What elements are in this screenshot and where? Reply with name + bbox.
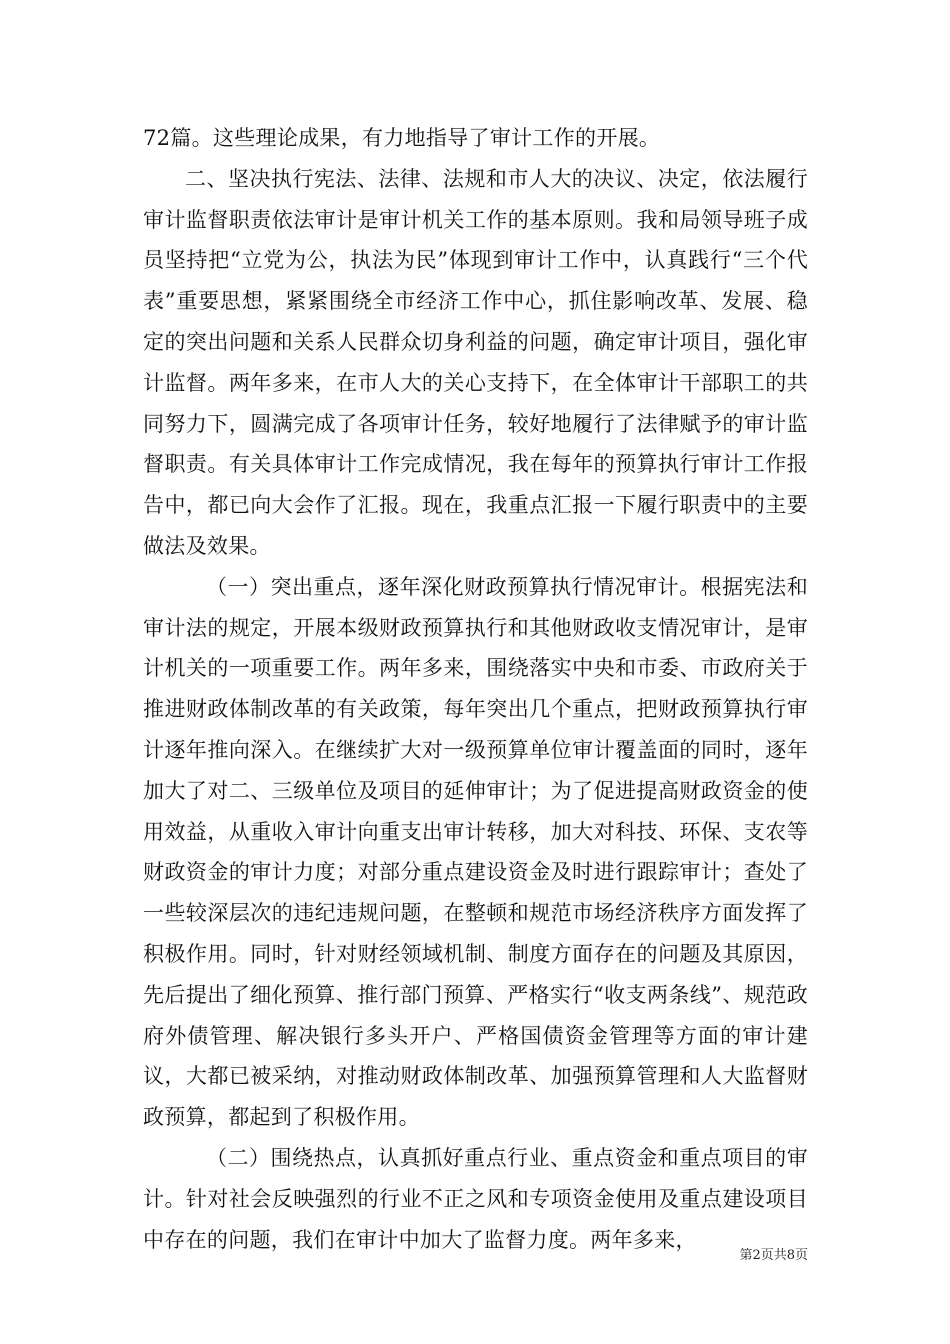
paragraph-section-two: 二、坚决执行宪法、法律、法规和市人大的决议、决定，依法履行审计监督职责依法审计是审计机关工作的基本原则。我和局领导班子成员坚持把“立党为公，执法为民”体现到审计工作中，认真践行“三个代表”重要思想，紧紧围绕全市经济工作中心，抓住影响改革、发展、稳定的突出问题和关系人民群众切身利益的问题，确定审计项目，强化审计监督。两年多来，在市人大的关心支持下，在全体审计干部职工的共同努力下，圆满完成了各项审计任务，较好地履行了法律赋予的审计监督职责。有关具体审计工作完成情况，我在每年的预算执行审计工作报告中，都已向大会作了汇报。现在，我重点汇报一下履行职责中的主要做法及效果。 (143, 166, 808, 558)
document-body (143, 118, 808, 1260)
paragraph-continuation: 72篇。这些理论成果，有力地指导了审计工作的开展。 (143, 126, 661, 150)
paragraph-item-two: （二）围绕热点，认真抓好重点行业、重点资金和重点项目的审计。针对社会反映强烈的行业不正之风和专项资金使用及重点建设项目中存在的问题，我们在审计中加大了监督力度。两年多来， (143, 1145, 808, 1252)
paragraph-item-one: （一）突出重点，逐年深化财政预算执行情况审计。根据宪法和审计法的规定，开展本级财政预算执行和其他财政收支情况审计，是审计机关的一项重要工作。两年多来，围绕落实中央和市委、市政府关于推进财政体制改革的有关政策，每年突出几个重点，把财政预算执行审计逐年推向深入。在继续扩大对一级预算单位审计覆盖面的同时，逐年加大了对二、三级单位及项目的延伸审计；为了促进提高财政资金的使用效益，从重收入审计向重支出审计转移，加大对科技、环保、支农等财政资金的审计力度；对部分重点建设资金及时进行跟踪审计；查处了一些较深层次的违纪违规问题，在整顿和规范市场经济秩序方面发挥了积极作用。同时，针对财经领域机制、制度方面存在的问题及其原因，先后提出了细化预算、推行部门预算、严格实行“收支两条线”、规范政府外债管理、解决银行多头开户、严格国债资金管理等方面的审计建议，大都已被采纳，对推动财政体制改革、加强预算管理和人大监督财政预算，都起到了积极作用。 (143, 574, 808, 1130)
page-number-footer: 第2页共8页 (739, 1248, 808, 1263)
